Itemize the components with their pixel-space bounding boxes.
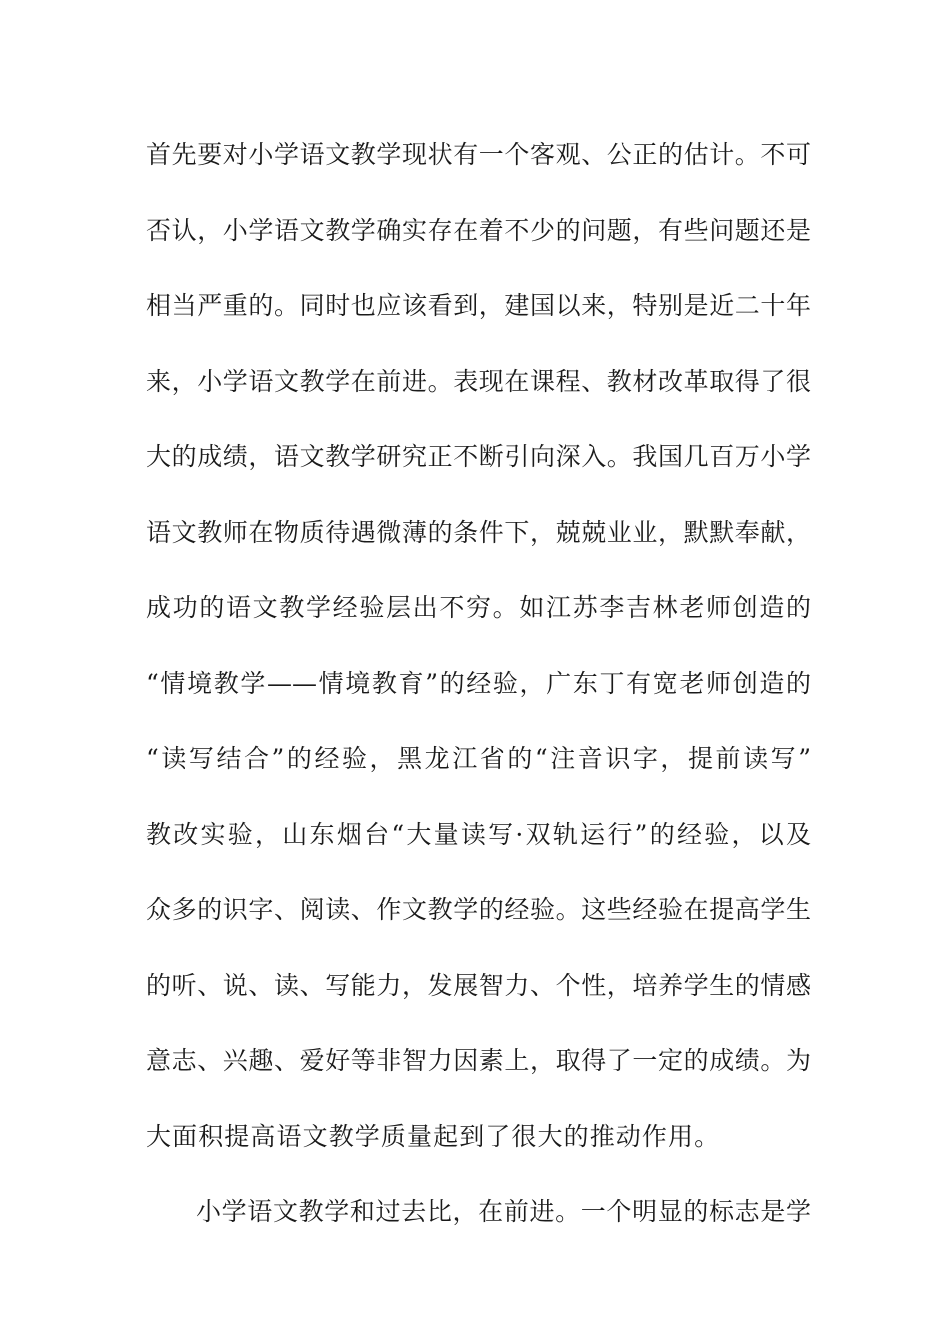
- text-line: 成功的语文教学经验层出不穷。如江苏李吉林老师创造的: [146, 593, 811, 622]
- text-line: 大的成绩，语文教学研究正不断引向深入。我国几百万小学: [146, 442, 811, 471]
- text-line: 大面积提高语文教学质量起到了很大的推动作用。: [146, 1121, 721, 1151]
- text-line: 教改实验，山东烟台“大量读写·双轨运行”的经验，以及: [146, 819, 811, 849]
- text-line: “情境教学——情境教育”的经验，广东丁有宽老师创造的: [146, 668, 811, 698]
- text-line: “读写结合”的经验，黑龙江省的“注音识字，提前读写”: [146, 744, 811, 773]
- text-line: 相当严重的。同时也应该看到，建国以来，特别是近二十年: [146, 291, 811, 320]
- text-line: 意志、兴趣、爱好等非智力因素上，取得了一定的成绩。为: [146, 1046, 811, 1075]
- text-line: 众多的识字、阅读、作文教学的经验。这些经验在提高学生: [146, 895, 811, 924]
- text-line: 否认，小学语文教学确实存在着不少的问题，有些问题还是: [146, 215, 811, 245]
- text-line: 语文教师在物质待遇微薄的条件下，兢兢业业，默默奉献，: [146, 517, 811, 547]
- text-line: 首先要对小学语文教学现状有一个客观、公正的估计。不可: [146, 140, 811, 169]
- body-text: [146, 135, 811, 1268]
- text-line: 来，小学语文教学在前进。表现在课程、教材改革取得了很: [146, 366, 811, 396]
- text-line: 小学语文教学和过去比，在前进。一个明显的标志是学: [196, 1197, 811, 1226]
- text-line: 的听、说、读、写能力，发展智力、个性，培养学生的情感: [146, 970, 811, 1000]
